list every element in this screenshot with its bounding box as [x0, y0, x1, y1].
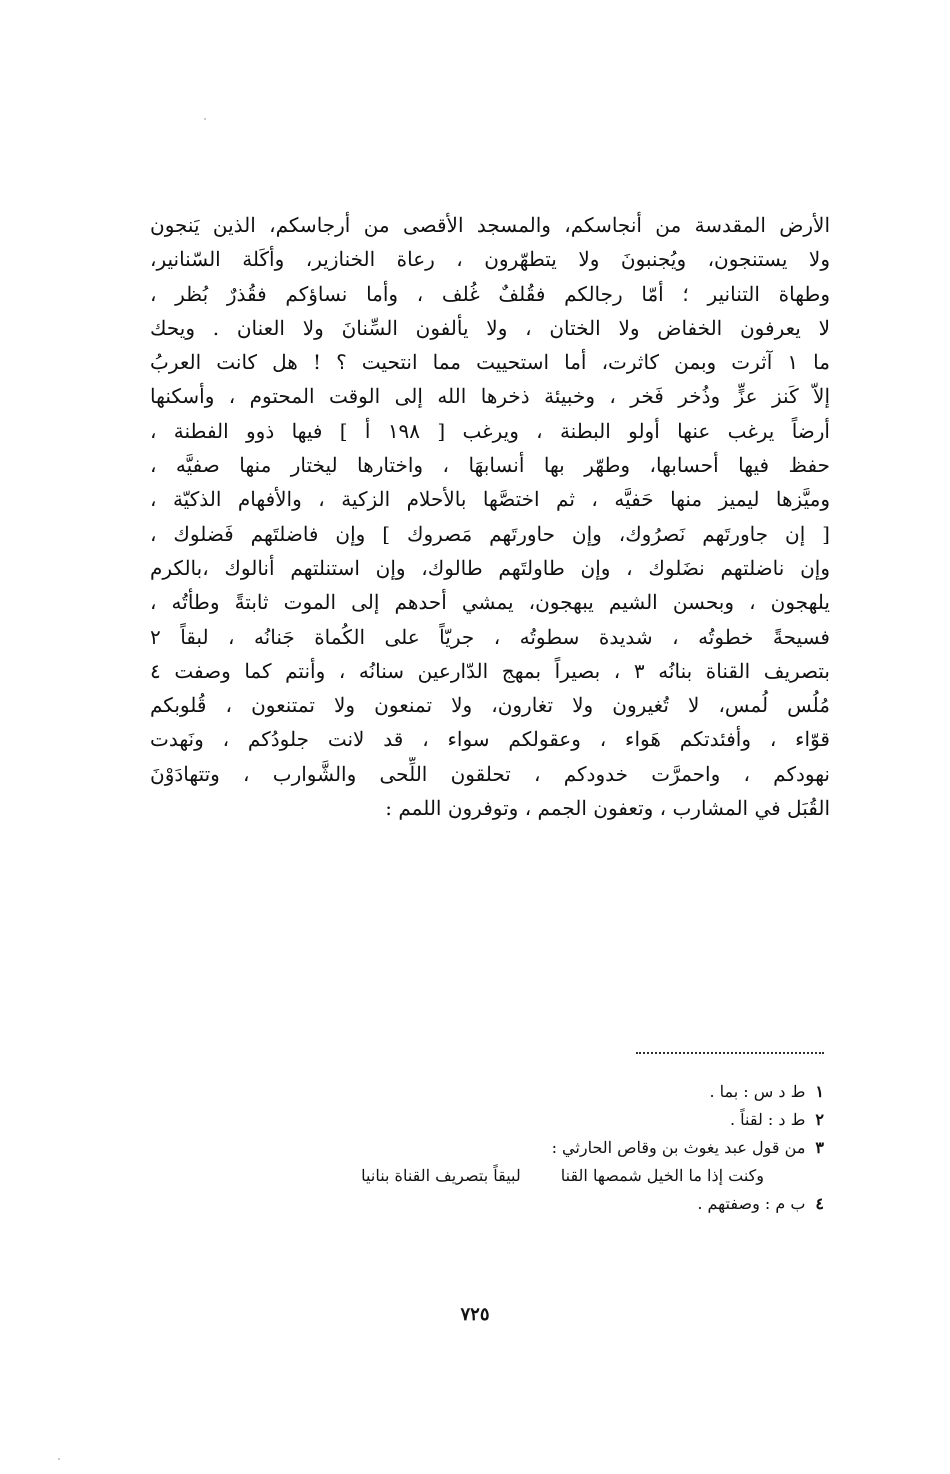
footnote-text: من قول عبد يغوث بن وقاص الحارثي :	[551, 1138, 806, 1157]
verse-hemistich-1: وكنت إذا ما الخيل شمصها القنا	[560, 1166, 764, 1185]
footnote-item	[150, 1190, 824, 1218]
footnote-item	[150, 1078, 824, 1106]
text-line: الأرض المقدسة من أنجاسكم، والمسجد الأقصى من أرجاسكم، الذين يَنجون	[150, 213, 830, 237]
text-line: فسيحةً خطوتُه ، شديدة سطوتُه ، جريّاً على الكُماة جَنانُه ، لبقاً ٢	[150, 624, 830, 649]
footnote-verse	[150, 1162, 824, 1190]
footnote-text: ط د : لقناً .	[729, 1110, 806, 1129]
footnote-number: ٢	[815, 1110, 824, 1129]
text-line: [ إن جاورتَهم نَصرُوك، وإن حاورتَهم مَصروك ] وإن فاضلتَهم فَضلوك ،	[150, 521, 830, 546]
footnote-number: ٤	[815, 1194, 824, 1213]
footnotes	[150, 1078, 824, 1218]
text-line: إلاّ كَنز عزٍّ وذُخر فَخر ، وخبيئة ذخرها الله إلى الوقت المحتوم ، وأسكنها	[150, 384, 830, 409]
page-number: ٧٢٥	[460, 1304, 490, 1325]
footnote-item	[150, 1106, 824, 1134]
text-line: ما ١ آثرت وبمن كاثرت، أما استحييت مما انتحيت ؟ ! هل كانت العربُ	[150, 350, 830, 375]
footnote-text: ب م : وصفتهم .	[697, 1194, 806, 1213]
footnote-separator	[636, 1052, 824, 1054]
footnote-number: ١	[815, 1082, 824, 1101]
text-line: وميَّزها ليميز منها حَفيَّه ، ثم اختصَّها بالأحلام الزكية ، والأفهام الذكيّة ،	[150, 487, 830, 512]
text-line: ولا يستنجون، ويُجنبونَ ولا يتطهّرون ، رعاة الخنازير، وأكَلة السّنانير،	[150, 247, 830, 272]
text-line: حفظ فيها أحسابها، وطهّر بها أنسابهَا ، واختارها ليختار منها صفيَّه ،	[150, 453, 830, 478]
main-text	[150, 208, 830, 825]
text-line: يلهجون ، وبحسن الشيم يبهجون، يمشي أحدهم إلى الموت ثابتةً وطأتُه ،	[150, 590, 830, 615]
paper-speck	[204, 118, 206, 120]
footnote-text: ط د س : بما .	[709, 1082, 806, 1101]
text-line: مُلُس لُمس، لا تُغيرون ولا تغارون، ولا تمنعون ولا تمتنعون ، قُلوبكم	[150, 693, 830, 718]
footnote-number: ٣	[815, 1138, 824, 1157]
verse-hemistich-2: لبيقاً بتصريف القناة بنانيا	[361, 1166, 521, 1185]
text-line: قوّاء ، وأفئدتكم هَواء ، وعقولكم سواء ، قد لانت جلودُكم ، ونَهدت	[150, 727, 830, 752]
text-line: القُبَل في المشارب ، وتعفون الجمم ، وتوفرون اللمم :	[385, 796, 830, 821]
text-line: وإن ناضلتهم نضَلوك ، وإن طاولتَهم طالوك، وإن استنلتهم أنالوك ،بالكرم	[150, 555, 830, 580]
text-line: وطهاة التنانير ؛ أمّا رجالكم فقُلفٌ غُلف ، وأما نساؤكم فقُذرٌ بُظر ،	[150, 281, 830, 306]
paper-speck	[58, 1458, 60, 1460]
text-line: نهودكم ، واحمرَّت خدودكم ، تحلقون اللِّحى والشَّوارب ، وتتهادَوْنَ	[150, 761, 830, 786]
text-line: أرضاً يرغب عنها أولو البطنة ، ويرغب [ ١٩٨ أ ] فيها ذوو الفطنة ،	[150, 418, 830, 443]
text-line: بتصريف القناة بنانُه ٣ ، بصيراً بمهج الدّارعين سنانُه ، وأنتم كما وصفت ٤	[150, 658, 830, 683]
footnote-item	[150, 1134, 824, 1162]
text-line: لا يعرفون الخفاض ولا الختان ، ولا يألفون السِّنانَ ولا العنان . ويحك	[150, 315, 830, 340]
